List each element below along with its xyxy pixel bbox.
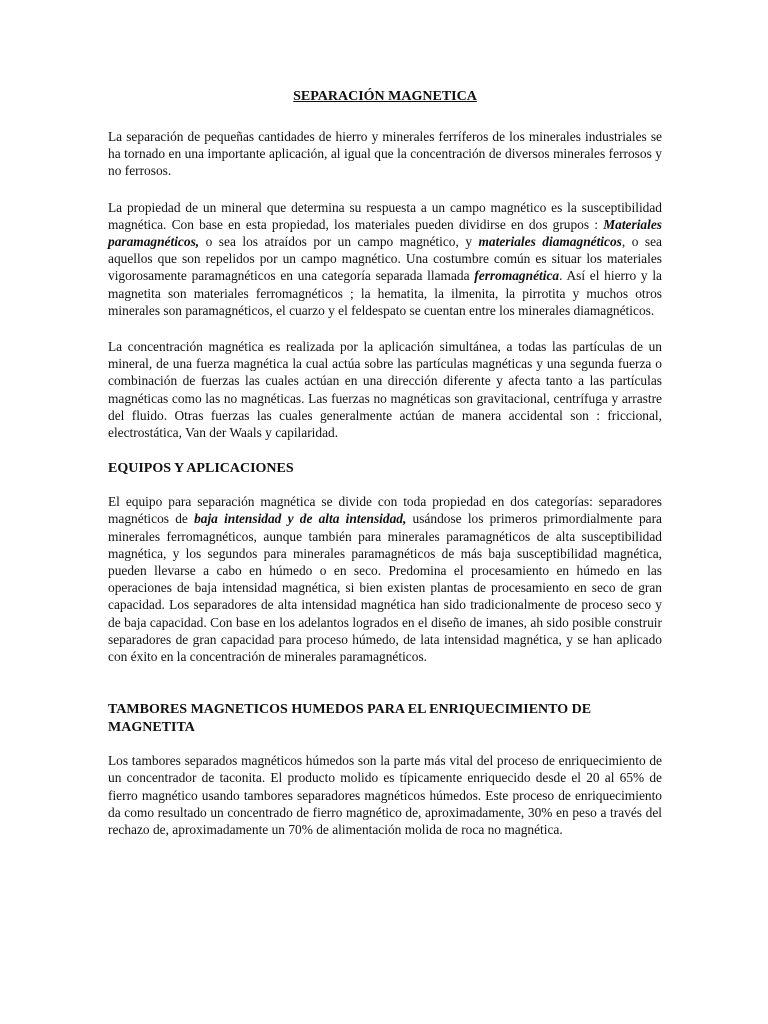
paragraph-text: usándose los primeros primordialmente para minerales ferromagnéticos, aunque también para minerales paramagnéticos de alta susceptibilidad magnética, y los segundos para minerales paramagnéticos de más baja susceptibilidad magnética, pueden llevarse a cabo en húmedo o en seco. Predomina el procesamiento en húmedo en las operaciones de baja intensidad magnética, si bien existen plantas de procesamiento en seco de gran capacidad. Los separadores de alta intensidad magnética han sido tradicionalmente de proceso seco y de baja capacidad. Con base en los adelantos logrados en el diseño de imanes, ah sido posible construir separadores de gran capacidad para proceso húmedo, de lata intensidad magnética, y se han aplicado con éxito en la concentración de minerales paramagnéticos. <box>108 511 662 665</box>
paragraph-susceptibility <box>108 199 662 319</box>
section-heading-drums: TAMBORES MAGNETICOS HUMEDOS PARA EL ENRIQUECIMIENTO DE MAGNETITA <box>108 702 592 736</box>
paragraph-text: La propiedad de un mineral que determina su respuesta a un campo magnético es la susceptibilidad magnética. Con base en esta propiedad, los materiales pueden dividirse en dos grupos : <box>108 199 662 232</box>
paragraph-concentration <box>108 338 662 441</box>
paragraph-intro-text: La separación de pequeñas cantidades de hierro y minerales ferríferos de los minerales industriales se ha tornado en una importante aplicación, al igual que la concentración de diversos minerales ferrosos y no ferrosos. <box>108 129 662 179</box>
document-title: SEPARACIÓN MAGNETICA <box>293 89 477 104</box>
paragraph-concentration-text: La concentración magnética es realizada por la aplicación simultánea, a todas las partículas de un mineral, de una fuerza magnética la cual actúa sobre las partículas magnéticas y una segunda fuerza o combinación de fuerzas las cuales actúan en una dirección diferente y afecta tanto a las partículas magnéticas como las no magnéticas. Las fuerzas no magnéticas son gravitacional, centrífuga y arrastre del fluido. Otras fuerzas las cuales generalmente actúan de manera accidental son : friccional, electrostática, Van der Waals y capilaridad. <box>108 339 662 441</box>
paragraph-drums <box>108 752 662 838</box>
paragraph-text: El equipo para separación magnética se divide con toda propiedad en dos categorías: separadores magnéticos de <box>108 494 662 527</box>
paragraph-intro <box>108 128 662 180</box>
term-ferromagnetic: ferromagnética <box>474 268 560 284</box>
paragraph-text: . Así el hierro y la magnetita son materiales ferromagnéticos ; la hematita, la ilmenita, la pirrotita y muchos otros minerales son paramagnéticos, el cuarzo y el feldespato se cuentan entre los minerales diamagnéticos. <box>108 268 662 318</box>
paragraph-text: , o sea aquellos que son repelidos por un campo magnético. Una costumbre común es situar los materiales vigorosamente paramagnéticos en una categoría separada llamada <box>108 234 662 284</box>
paragraph-drums-text: Los tambores separados magnéticos húmedos son la parte más vital del proceso de enriquecimiento de un concentrador de taconita. El producto molido es típicamente enriquecido desde el 20 al 65% de fierro magnético usando tambores separadores magnéticos húmedos. Este proceso de enriquecimiento da como resultado un concentrado de fierro magnético de, aproximadamente, 30% en peso a través del rechazo de, aproximadamente un 70% de alimentación molida de roca no magnética. <box>108 753 662 838</box>
term-intensity: baja intensidad y de alta intensidad, <box>194 511 407 527</box>
section-heading-equipment: EQUIPOS Y APLICACIONES <box>108 461 294 477</box>
term-diamagnetic: materiales diamagnéticos <box>478 234 622 250</box>
paragraph-text: o sea los atraídos por un campo magnético, y <box>199 234 479 250</box>
term-paramagnetic: Materiales paramagnéticos, <box>108 216 662 250</box>
paragraph-equipment <box>108 493 662 665</box>
